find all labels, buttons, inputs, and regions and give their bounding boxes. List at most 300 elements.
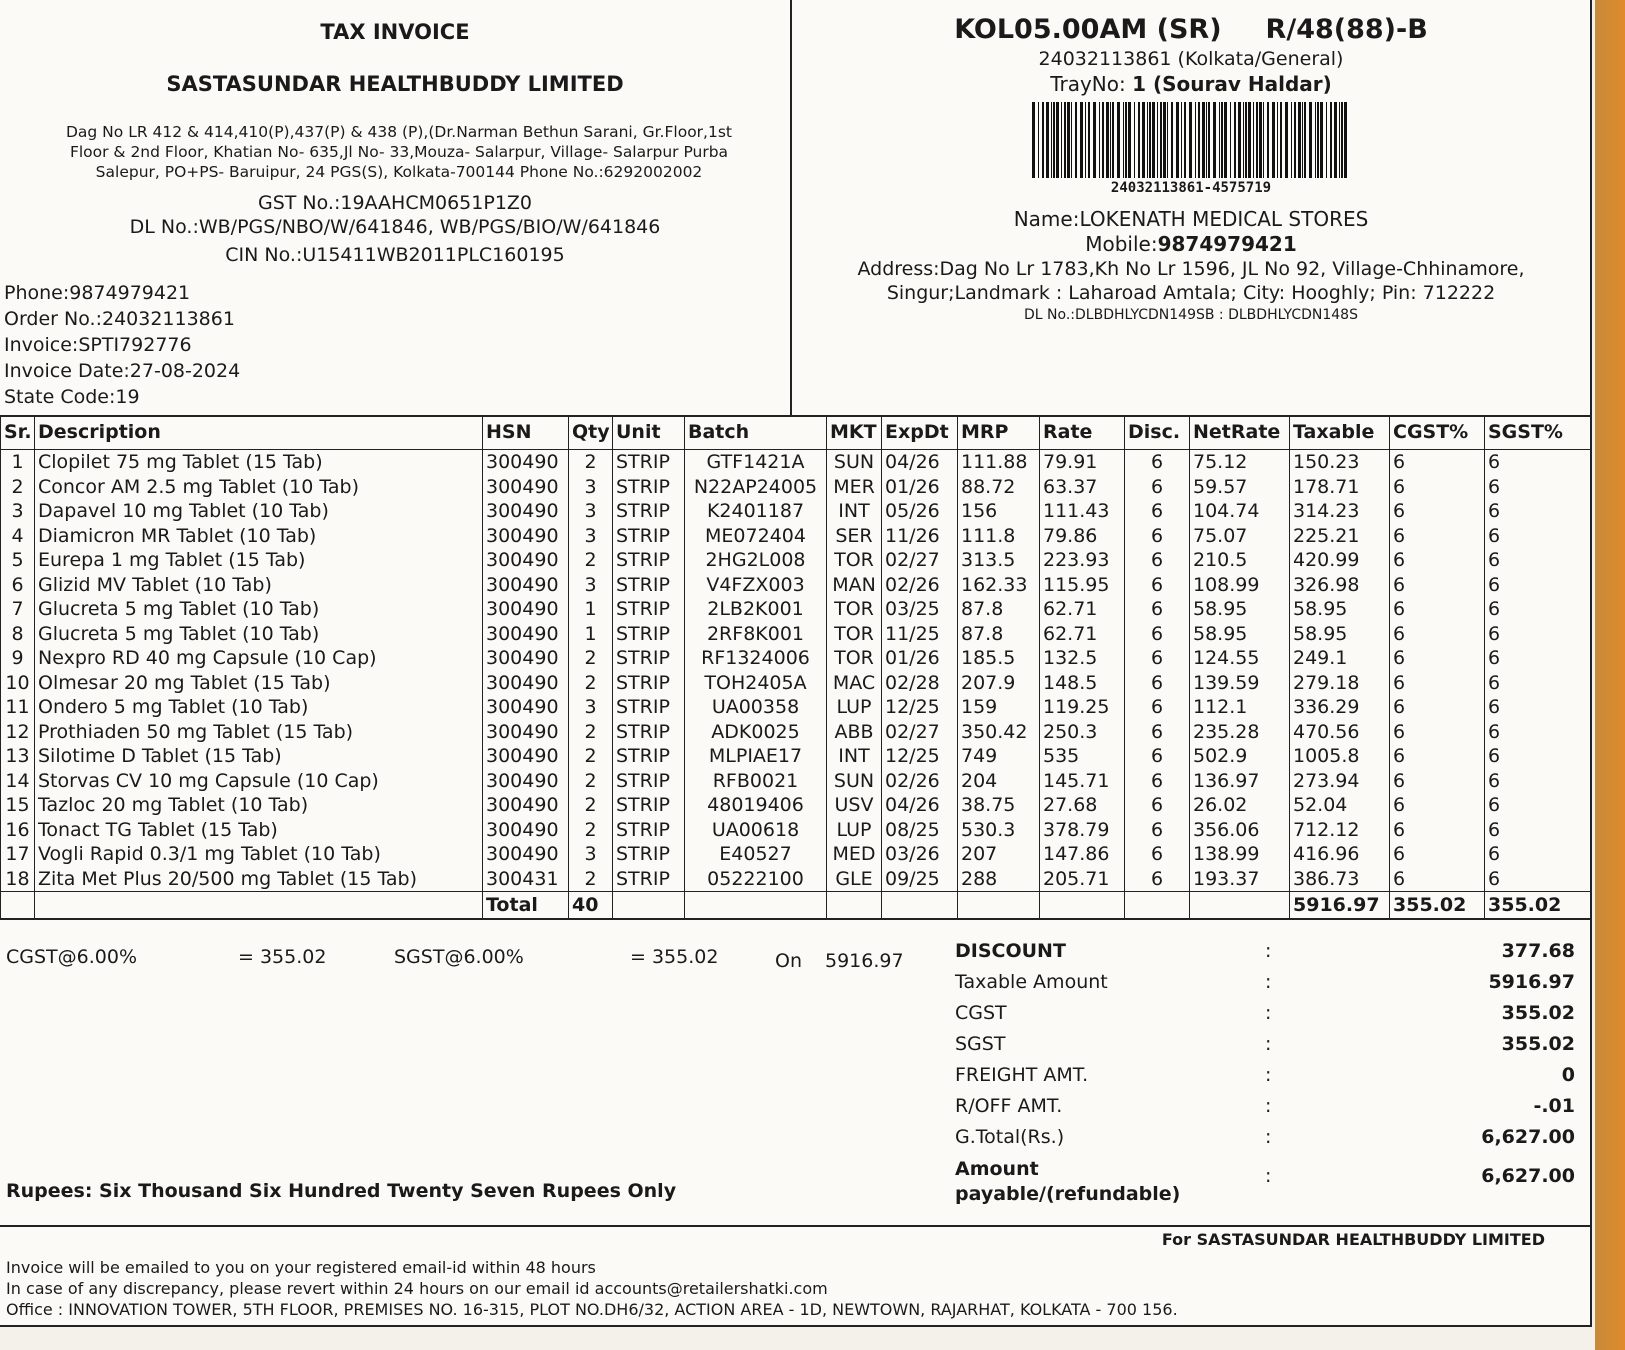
- table-cell: 386.73: [1290, 867, 1390, 892]
- table-cell: INT: [827, 744, 882, 769]
- summary-label: R/OFF AMT.: [955, 1095, 1063, 1117]
- table-cell: MER: [827, 475, 882, 500]
- meta-state-code: State Code:19: [4, 386, 140, 408]
- table-cell: 104.74: [1190, 499, 1290, 524]
- barcode-bar: [1080, 102, 1083, 178]
- table-cell: 115.95: [1040, 573, 1125, 598]
- column-header: SGST%: [1485, 415, 1591, 450]
- table-cell: MED: [827, 842, 882, 867]
- barcode-bar: [1263, 102, 1264, 178]
- table-row: [1, 842, 1591, 867]
- table-cell: STRIP: [613, 622, 685, 647]
- table-row: [1, 720, 1591, 745]
- table-cell: 207: [958, 842, 1040, 867]
- barcode-bar: [1224, 102, 1227, 178]
- table-cell: 6: [1390, 475, 1485, 500]
- total-label: Total: [483, 892, 569, 920]
- table-cell: 2: [1, 475, 35, 500]
- customer-dl: DL No.:DLBDHLYCDN149SB : DLBDHLYCDN148S: [1024, 307, 1358, 323]
- table-cell: 6: [1390, 524, 1485, 549]
- barcode-bar: [1317, 102, 1319, 178]
- table-cell: 58.95: [1190, 597, 1290, 622]
- summary-colon: :: [1265, 971, 1272, 993]
- summary-label: DISCOUNT: [955, 940, 1066, 962]
- table-cell: 6: [1485, 695, 1591, 720]
- table-cell: 6: [1485, 671, 1591, 696]
- table-cell: 48019406: [685, 793, 827, 818]
- table-cell: 10: [1, 671, 35, 696]
- barcode-bar: [1339, 102, 1340, 178]
- table-cell: 147.86: [1040, 842, 1125, 867]
- table-cell: 6: [1485, 842, 1591, 867]
- barcode-bar: [1149, 102, 1151, 178]
- barcode-bar: [1280, 102, 1282, 178]
- table-cell: LUP: [827, 818, 882, 843]
- table-cell: 04/26: [882, 793, 958, 818]
- column-header: HSN: [483, 415, 569, 450]
- barcode-bar: [1219, 102, 1220, 178]
- table-row: [1, 524, 1591, 549]
- table-cell: 6: [1125, 793, 1190, 818]
- table-cell: 11: [1, 695, 35, 720]
- table-cell: 13: [1, 744, 35, 769]
- summary-block: [955, 940, 1575, 1211]
- table-cell: 6: [1125, 818, 1190, 843]
- table-row: [1, 695, 1591, 720]
- table-cell: 300490: [483, 548, 569, 573]
- table-cell: Clopilet 75 mg Tablet (15 Tab): [35, 450, 483, 475]
- table-cell: 279.18: [1290, 671, 1390, 696]
- total-cell-empty: [827, 892, 882, 920]
- table-cell: 2: [569, 769, 613, 794]
- table-cell: Prothiaden 50 mg Tablet (15 Tab): [35, 720, 483, 745]
- table-cell: Nexpro RD 40 mg Capsule (10 Cap): [35, 646, 483, 671]
- barcode-bar: [1071, 102, 1072, 178]
- tray-label: TrayNo:: [1050, 72, 1126, 96]
- table-cell: STRIP: [613, 499, 685, 524]
- table-cell: 3: [569, 695, 613, 720]
- table-cell: 3: [569, 499, 613, 524]
- table-cell: 05/26: [882, 499, 958, 524]
- table-cell: 6: [1390, 793, 1485, 818]
- barcode-bar: [1088, 102, 1090, 178]
- table-cell: 300490: [483, 597, 569, 622]
- table-cell: K2401187: [685, 499, 827, 524]
- table-cell: 2: [569, 671, 613, 696]
- summary-value: 5916.97: [1488, 971, 1575, 993]
- table-cell: 62.71: [1040, 597, 1125, 622]
- table-cell: STRIP: [613, 524, 685, 549]
- total-cell-empty: [1190, 892, 1290, 920]
- table-cell: 416.96: [1290, 842, 1390, 867]
- seller-dl: DL No.:WB/PGS/NBO/W/641846, WB/PGS/BIO/W/641846: [129, 216, 661, 238]
- table-cell: 17: [1, 842, 35, 867]
- table-cell: 87.8: [958, 622, 1040, 647]
- summary-value: 377.68: [1501, 940, 1575, 962]
- column-header: Batch: [685, 415, 827, 450]
- table-cell: Glucreta 5 mg Tablet (10 Tab): [35, 622, 483, 647]
- table-cell: 356.06: [1190, 818, 1290, 843]
- table-cell: 300490: [483, 720, 569, 745]
- table-cell: 1005.8: [1290, 744, 1390, 769]
- summary-row: [955, 940, 1575, 971]
- summary-label: FREIGHT AMT.: [955, 1064, 1089, 1086]
- table-cell: 59.57: [1190, 475, 1290, 500]
- barcode-bar: [1234, 102, 1236, 178]
- table-cell: 3: [1, 499, 35, 524]
- barcode-bar: [1344, 102, 1347, 178]
- tray-value: 1 (Sourav Haldar): [1132, 72, 1332, 96]
- table-cell: TOR: [827, 646, 882, 671]
- table-cell: Vogli Rapid 0.3/1 mg Tablet (10 Tab): [35, 842, 483, 867]
- meta-invoice-date: Invoice Date:27-08-2024: [4, 360, 241, 382]
- barcode-bar: [1248, 102, 1251, 178]
- barcode-bar: [1208, 102, 1210, 178]
- document-title: TAX INVOICE: [320, 20, 470, 44]
- table-cell: 300490: [483, 744, 569, 769]
- barcode-bar: [1157, 102, 1158, 178]
- table-cell: 6: [1125, 769, 1190, 794]
- summary-label: CGST: [955, 1002, 1007, 1024]
- for-company: For SASTASUNDAR HEALTHBUDDY LIMITED: [1161, 1230, 1545, 1249]
- table-cell: 159: [958, 695, 1040, 720]
- table-row: [1, 818, 1591, 843]
- table-cell: 6: [1485, 818, 1591, 843]
- total-taxable: 5916.97: [1290, 892, 1390, 920]
- table-cell: 300490: [483, 450, 569, 475]
- table-cell: 6: [1125, 450, 1190, 475]
- table-cell: 6: [1390, 867, 1485, 892]
- table-cell: 156: [958, 499, 1040, 524]
- barcode-bar: [1334, 102, 1337, 178]
- table-cell: 193.37: [1190, 867, 1290, 892]
- column-header: Sr.: [1, 415, 35, 450]
- table-cell: 2: [569, 867, 613, 892]
- table-cell: 6: [1390, 450, 1485, 475]
- barcode-bar: [1243, 102, 1244, 178]
- barcode-bar: [1238, 102, 1241, 178]
- amount-payable-label-1: Amount: [955, 1158, 1039, 1180]
- table-cell: 27.68: [1040, 793, 1125, 818]
- barcode-bar: [1302, 102, 1303, 178]
- table-row: [1, 499, 1591, 524]
- table-cell: UA00358: [685, 695, 827, 720]
- table-cell: 205.71: [1040, 867, 1125, 892]
- table-cell: 314.23: [1290, 499, 1390, 524]
- table-cell: 11/25: [882, 622, 958, 647]
- table-cell: 207.9: [958, 671, 1040, 696]
- table-cell: 300490: [483, 793, 569, 818]
- barcode-bar: [1042, 102, 1044, 178]
- table-cell: 6: [1125, 671, 1190, 696]
- table-cell: 75.07: [1190, 524, 1290, 549]
- table-cell: 6: [1125, 842, 1190, 867]
- barcode-bar: [1294, 102, 1296, 178]
- table-cell: 2: [569, 720, 613, 745]
- customer-address: [792, 257, 1590, 305]
- table-cell: 6: [1125, 597, 1190, 622]
- table-cell: 111.43: [1040, 499, 1125, 524]
- seller-gst: GST No.:19AAHCM0651P1Z0: [257, 192, 533, 214]
- table-cell: 01/26: [882, 646, 958, 671]
- seller-company: SASTASUNDAR HEALTHBUDDY LIMITED: [166, 72, 624, 96]
- barcode-bar: [1189, 102, 1192, 178]
- table-cell: 300431: [483, 867, 569, 892]
- table-cell: 04/26: [882, 450, 958, 475]
- barcode-bar: [1195, 102, 1196, 178]
- barcode-bar: [1075, 102, 1077, 178]
- table-cell: Ondero 5 mg Tablet (10 Tab): [35, 695, 483, 720]
- summary-colon: :: [1265, 1033, 1272, 1055]
- table-cell: 6: [1, 573, 35, 598]
- table-cell: RFB0021: [685, 769, 827, 794]
- table-cell: 6: [1125, 475, 1190, 500]
- table-cell: 300490: [483, 671, 569, 696]
- column-header: Disc.: [1125, 415, 1190, 450]
- summary-value: 6,627.00: [1481, 1126, 1575, 1148]
- table-cell: 16: [1, 818, 35, 843]
- table-cell: 01/26: [882, 475, 958, 500]
- barcode-bar: [1206, 102, 1207, 178]
- table-cell: STRIP: [613, 867, 685, 892]
- table-cell: INT: [827, 499, 882, 524]
- table-cell: 6: [1390, 671, 1485, 696]
- table-cell: 749: [958, 744, 1040, 769]
- footer-discrepancy-note: In case of any discrepancy, please revert within 24 hours on our email id accounts@retailershatki.com: [6, 1279, 828, 1298]
- table-cell: GTF1421A: [685, 450, 827, 475]
- table-cell: 38.75: [958, 793, 1040, 818]
- table-cell: 6: [1485, 524, 1591, 549]
- table-row: [1, 597, 1591, 622]
- table-cell: 26.02: [1190, 793, 1290, 818]
- table-cell: 162.33: [958, 573, 1040, 598]
- table-cell: 03/25: [882, 597, 958, 622]
- table-cell: 6: [1390, 769, 1485, 794]
- total-sgst: 355.02: [1485, 892, 1591, 920]
- sgst-rate: SGST@6.00%: [394, 946, 524, 968]
- table-cell: 3: [569, 842, 613, 867]
- table-cell: 02/26: [882, 769, 958, 794]
- barcode-bar: [1330, 102, 1332, 178]
- table-cell: 02/27: [882, 548, 958, 573]
- table-cell: 300490: [483, 769, 569, 794]
- table-cell: 6: [1390, 818, 1485, 843]
- table-cell: Glizid MV Tablet (10 Tab): [35, 573, 483, 598]
- column-header: Qty: [569, 415, 613, 450]
- table-cell: Concor AM 2.5 mg Tablet (10 Tab): [35, 475, 483, 500]
- table-cell: RF1324006: [685, 646, 827, 671]
- table-cell: 02/28: [882, 671, 958, 696]
- table-cell: 300490: [483, 475, 569, 500]
- barcode-bar: [1230, 102, 1231, 178]
- table-cell: 9: [1, 646, 35, 671]
- table-cell: 300490: [483, 818, 569, 843]
- invoice-header: [0, 0, 1590, 417]
- summary-row: [955, 1126, 1575, 1157]
- table-cell: STRIP: [613, 671, 685, 696]
- table-cell: 02/27: [882, 720, 958, 745]
- table-cell: E40527: [685, 842, 827, 867]
- table-row: [1, 867, 1591, 892]
- on-label: On: [775, 950, 802, 972]
- table-cell: STRIP: [613, 450, 685, 475]
- table-cell: 4: [1, 524, 35, 549]
- table-cell: 62.71: [1040, 622, 1125, 647]
- table-cell: 6: [1485, 573, 1591, 598]
- table-cell: 300490: [483, 499, 569, 524]
- barcode-bar: [1221, 102, 1223, 178]
- barcode-bar: [1171, 102, 1173, 178]
- table-cell: 6: [1485, 867, 1591, 892]
- summary-row: [955, 1033, 1575, 1064]
- total-cell-empty: [35, 892, 483, 920]
- sgst-amount: = 355.02: [630, 946, 719, 968]
- table-row: [1, 671, 1591, 696]
- table-cell: GLE: [827, 867, 882, 892]
- table-cell: 79.91: [1040, 450, 1125, 475]
- barcode-bar: [1142, 102, 1145, 178]
- table-cell: 12: [1, 720, 35, 745]
- table-row: [1, 450, 1591, 475]
- table-cell: STRIP: [613, 769, 685, 794]
- summary-colon: :: [1265, 940, 1272, 962]
- barcode-bar: [1046, 102, 1049, 178]
- barcode: [1032, 102, 1350, 178]
- table-cell: UA00618: [685, 818, 827, 843]
- barcode-bar: [1032, 102, 1035, 178]
- table-cell: STRIP: [613, 842, 685, 867]
- table-cell: 300490: [483, 695, 569, 720]
- table-cell: 138.99: [1190, 842, 1290, 867]
- table-row: [1, 622, 1591, 647]
- table-cell: Silotime D Tablet (15 Tab): [35, 744, 483, 769]
- barcode-bar: [1291, 102, 1292, 178]
- items-table: [0, 415, 1591, 920]
- meta-invoice: Invoice:SPTI792776: [4, 334, 192, 356]
- summary-value: 355.02: [1501, 1033, 1575, 1055]
- amount-payable-label: [955, 1157, 1180, 1207]
- barcode-bar: [1102, 102, 1104, 178]
- total-cell-empty: [958, 892, 1040, 920]
- table-cell: 378.79: [1040, 818, 1125, 843]
- table-cell: 288: [958, 867, 1040, 892]
- meta-order-no: Order No.:24032113861: [4, 308, 235, 330]
- table-row: [1, 573, 1591, 598]
- meta-phone: Phone:9874979421: [4, 282, 191, 304]
- table-cell: 6: [1125, 695, 1190, 720]
- table-cell: 11/26: [882, 524, 958, 549]
- table-cell: 1: [569, 622, 613, 647]
- seller-address: [14, 122, 784, 182]
- table-header-row: [1, 415, 1591, 450]
- items-body: [1, 450, 1591, 892]
- table-cell: 8: [1, 622, 35, 647]
- barcode-bar: [1117, 102, 1120, 178]
- table-row: [1, 548, 1591, 573]
- table-cell: Diamicron MR Tablet (10 Tab): [35, 524, 483, 549]
- summary-colon: :: [1265, 1064, 1272, 1086]
- table-cell: 210.5: [1190, 548, 1290, 573]
- table-cell: 6: [1390, 622, 1485, 647]
- table-cell: STRIP: [613, 744, 685, 769]
- table-cell: 2: [569, 793, 613, 818]
- barcode-bar: [1138, 102, 1140, 178]
- table-cell: 420.99: [1290, 548, 1390, 573]
- barcode-bar: [1213, 102, 1216, 178]
- table-cell: 6: [1485, 622, 1591, 647]
- table-cell: STRIP: [613, 597, 685, 622]
- table-row: [1, 646, 1591, 671]
- barcode-bar: [1038, 102, 1039, 178]
- table-cell: 3: [569, 524, 613, 549]
- barcode-bar: [1245, 102, 1247, 178]
- table-cell: 530.3: [958, 818, 1040, 843]
- barcode-bar: [1309, 102, 1312, 178]
- barcode-bar: [1184, 102, 1186, 178]
- barcode-bar: [1253, 102, 1254, 178]
- table-cell: 6: [1485, 646, 1591, 671]
- table-cell: 6: [1390, 646, 1485, 671]
- customer-mobile-label: Mobile:: [1085, 232, 1158, 256]
- summary-colon: :: [1265, 1126, 1272, 1148]
- table-cell: ADK0025: [685, 720, 827, 745]
- table-cell: SUN: [827, 450, 882, 475]
- table-cell: 18: [1, 867, 35, 892]
- table-cell: 108.99: [1190, 573, 1290, 598]
- table-cell: 6: [1485, 450, 1591, 475]
- table-cell: STRIP: [613, 793, 685, 818]
- summary-row: [955, 1095, 1575, 1126]
- table-cell: 2RF8K001: [685, 622, 827, 647]
- customer-mobile: [792, 232, 1590, 256]
- table-cell: 08/25: [882, 818, 958, 843]
- summary-row: [955, 971, 1575, 1002]
- barcode-bar: [1304, 102, 1306, 178]
- summary-value: 355.02: [1501, 1002, 1575, 1024]
- table-cell: 1: [1, 450, 35, 475]
- customer-address-line: Singur;Landmark : Laharoad Amtala; City: Hooghly; Pin: 712222: [886, 282, 1496, 304]
- barcode-bar: [1267, 102, 1269, 178]
- table-cell: 5: [1, 548, 35, 573]
- table-cell: 2: [569, 646, 613, 671]
- route-name: KOL05.00AM (SR): [954, 14, 1222, 45]
- column-header: ExpDt: [882, 415, 958, 450]
- barcode-bar: [1326, 102, 1327, 178]
- route-code: R/48(88)-B: [1265, 14, 1428, 45]
- table-cell: 03/26: [882, 842, 958, 867]
- table-cell: Olmesar 20 mg Tablet (15 Tab): [35, 671, 483, 696]
- summary-row: [955, 1002, 1575, 1033]
- total-cell-empty: [685, 892, 827, 920]
- barcode-bar: [1160, 102, 1162, 178]
- barcode-bar: [1285, 102, 1288, 178]
- table-cell: 6: [1485, 720, 1591, 745]
- table-cell: 502.9: [1190, 744, 1290, 769]
- table-cell: 75.12: [1190, 450, 1290, 475]
- column-header: Description: [35, 415, 483, 450]
- table-cell: 6: [1390, 744, 1485, 769]
- customer-name: Name:LOKENATH MEDICAL STORES: [1013, 207, 1369, 231]
- table-cell: 178.71: [1290, 475, 1390, 500]
- barcode-bar: [1176, 102, 1179, 178]
- table-cell: 6: [1390, 842, 1485, 867]
- table-cell: STRIP: [613, 818, 685, 843]
- table-cell: 313.5: [958, 548, 1040, 573]
- table-cell: 6: [1390, 548, 1485, 573]
- barcode-bar: [1112, 102, 1114, 178]
- route-line: [792, 14, 1590, 45]
- table-cell: 52.04: [1290, 793, 1390, 818]
